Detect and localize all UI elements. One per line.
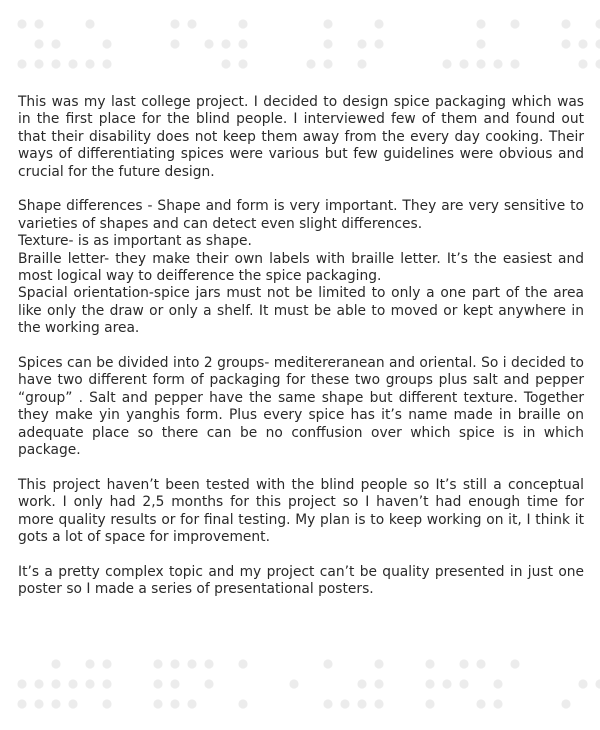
braille-dot <box>425 659 434 668</box>
braille-dot <box>51 659 60 668</box>
braille-dot <box>68 699 77 708</box>
braille-dot <box>357 699 366 708</box>
braille-dot <box>493 59 502 68</box>
braille-dot <box>374 39 383 48</box>
braille-dot <box>34 19 43 28</box>
braille-dot <box>459 679 468 688</box>
braille-dot <box>561 699 570 708</box>
braille-dot <box>323 699 332 708</box>
braille-dot <box>221 59 230 68</box>
braille-dot <box>34 679 43 688</box>
braille-dot <box>238 19 247 28</box>
braille-dot <box>102 699 111 708</box>
paragraph-status <box>18 477 584 547</box>
braille-dot <box>561 19 570 28</box>
braille-dot <box>204 39 213 48</box>
braille-dots-top <box>0 0 600 90</box>
braille-dot <box>561 39 570 48</box>
braille-dot <box>442 679 451 688</box>
braille-dot <box>187 19 196 28</box>
braille-dot <box>170 699 179 708</box>
text-line: Spacial orientation-spice jars must not be limited to only a one part of the area like only the draw or only a shelf. It must be able to moved or kept anywhere in the working area. <box>18 285 584 337</box>
braille-dot <box>17 59 26 68</box>
braille-dot <box>34 59 43 68</box>
braille-dot <box>153 679 162 688</box>
braille-dot <box>170 39 179 48</box>
braille-dot <box>357 39 366 48</box>
braille-dot <box>102 679 111 688</box>
braille-dot <box>68 679 77 688</box>
braille-dot <box>374 659 383 668</box>
braille-dot <box>34 699 43 708</box>
braille-dot <box>510 659 519 668</box>
braille-dot <box>595 679 600 688</box>
braille-dot <box>170 659 179 668</box>
braille-dot <box>357 59 366 68</box>
braille-dot <box>238 59 247 68</box>
braille-dot <box>578 39 587 48</box>
braille-dot <box>153 699 162 708</box>
braille-dot <box>85 59 94 68</box>
braille-dot <box>238 39 247 48</box>
braille-dot <box>323 659 332 668</box>
braille-dot <box>170 19 179 28</box>
braille-dot <box>102 659 111 668</box>
braille-dot <box>51 679 60 688</box>
braille-dots-bottom <box>0 640 600 730</box>
paragraph-design <box>18 355 584 459</box>
braille-dot <box>85 19 94 28</box>
braille-dot <box>459 659 468 668</box>
braille-dot <box>578 679 587 688</box>
braille-dot <box>374 19 383 28</box>
braille-dot <box>153 659 162 668</box>
braille-dot <box>17 19 26 28</box>
braille-dot <box>595 59 600 68</box>
braille-dot <box>102 39 111 48</box>
braille-dot <box>289 679 298 688</box>
braille-dot <box>17 679 26 688</box>
braille-dot <box>68 59 77 68</box>
braille-dot <box>170 679 179 688</box>
braille-dot <box>476 19 485 28</box>
braille-dot <box>476 39 485 48</box>
braille-dot <box>442 59 451 68</box>
braille-dot <box>357 679 366 688</box>
braille-dot <box>323 19 332 28</box>
braille-dot <box>221 39 230 48</box>
braille-dot <box>510 19 519 28</box>
braille-dot <box>187 699 196 708</box>
braille-dot <box>238 659 247 668</box>
text-line: This project haven’t been tested with the blind people so It’s still a conceptual work. I only had 2,5 months for this project so I haven’t had enough time for more quality results or for final testing. My plan is to keep working on it, I think it gots a lot of space for improvement. <box>18 476 584 546</box>
braille-dot <box>476 59 485 68</box>
braille-dot <box>102 59 111 68</box>
paragraph-guidelines <box>18 198 584 337</box>
braille-dot <box>340 699 349 708</box>
braille-dot <box>595 39 600 48</box>
text-line: Shape differences - Shape and form is very important. They are very sensitive to varieties of shapes and can detect even slight differences. <box>18 198 584 232</box>
braille-dot <box>493 699 502 708</box>
braille-dot <box>425 699 434 708</box>
braille-dot <box>578 59 587 68</box>
braille-dot <box>51 59 60 68</box>
braille-dot <box>85 659 94 668</box>
braille-dot <box>595 19 600 28</box>
text-line: Braille letter- they make their own labels with braille letter. It’s the easiest and most logical way to deifference the spice packaging. <box>18 250 584 285</box>
paragraph-intro <box>18 94 584 181</box>
braille-dot <box>425 679 434 688</box>
braille-dot <box>51 39 60 48</box>
braille-dot <box>51 699 60 708</box>
braille-dot <box>510 59 519 68</box>
braille-dot <box>34 39 43 48</box>
text-line: This was my last college project. I decided to design spice packaging which was in the first place for the blind people. I interviewed few of them and found out that their disability does not keep them away from the every day cooking. Their ways of differentiating spices were various but few guidelines were obvious and crucial for the future design. <box>18 94 584 180</box>
braille-dot <box>85 679 94 688</box>
braille-dot <box>374 699 383 708</box>
paragraph-conclusion <box>18 564 584 599</box>
text-line: Spices can be divided into 2 groups- meditereranean and oriental. So i decided to have two different form of packaging for these two groups plus salt and pepper “group” . Salt and pepper have the same shape but different texture. Together they make yin yanghis form. Plus every spice has it’s name made in braille on adequate place so there can be no conffusion over which spice is in which package. <box>18 355 584 459</box>
braille-dot <box>306 59 315 68</box>
braille-dot <box>187 659 196 668</box>
braille-dot <box>459 59 468 68</box>
braille-dot <box>476 659 485 668</box>
braille-dot <box>323 39 332 48</box>
text-line: It’s a pretty complex topic and my project can’t be quality presented in just one poster so I made a series of presentational posters. <box>18 563 584 598</box>
braille-dot <box>476 699 485 708</box>
braille-dot <box>204 679 213 688</box>
project-description <box>18 94 584 599</box>
braille-dot <box>204 659 213 668</box>
braille-dot <box>17 699 26 708</box>
braille-dot <box>323 59 332 68</box>
braille-dot <box>238 699 247 708</box>
text-line: Texture- is as important as shape. <box>18 233 252 250</box>
braille-dot <box>493 679 502 688</box>
braille-dot <box>374 679 383 688</box>
